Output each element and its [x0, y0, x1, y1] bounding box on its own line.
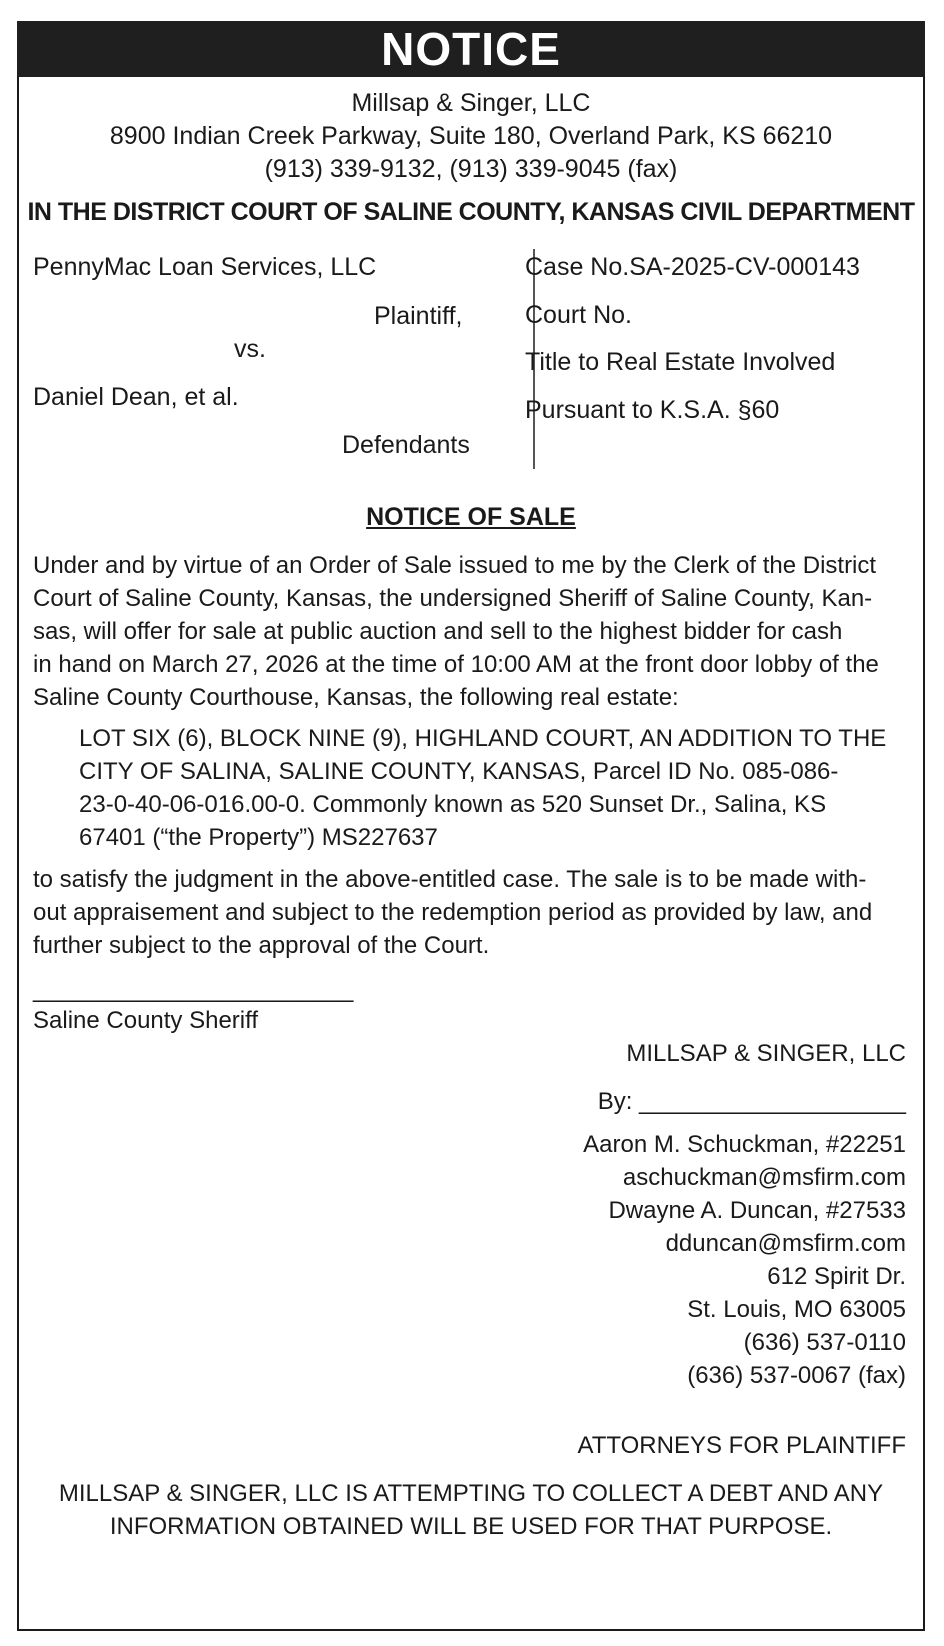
attorneys-for-plaintiff: ATTORNEYS FOR PLAINTIFF [577, 1432, 906, 1459]
attorney-city: St. Louis, MO 63005 [687, 1296, 906, 1323]
closing-line: to satisfy the judgment in the above-entitled case. The sale is to be made with- [33, 866, 867, 893]
attorney-fax: (636) 537-0067 (fax) [687, 1362, 906, 1389]
sheriff-label: Saline County Sheriff [33, 1007, 259, 1034]
signature-by-line: By: ____________________ [597, 1088, 906, 1115]
body-line: Court of Saline County, Kansas, the undersigned Sheriff of Saline County, Kan- [33, 585, 873, 612]
notice-of-sale-title: NOTICE OF SALE [366, 503, 576, 531]
defendant-name: Daniel Dean, et al. [33, 383, 239, 411]
body-line: Under and by virtue of an Order of Sale issued to me by the Clerk of the District [33, 552, 877, 579]
closing-line: out appraisement and subject to the redemption period as provided by law, and [33, 899, 873, 926]
attorney-email: aschuckman@msfirm.com [622, 1164, 906, 1191]
versus-label: vs. [234, 335, 266, 363]
court-heading: IN THE DISTRICT COURT OF SALINE COUNTY, KANSAS CIVIL DEPARTMENT [27, 198, 915, 226]
notice-banner: NOTICE [17, 21, 925, 77]
attorney-email: dduncan@msfirm.com [665, 1230, 906, 1257]
legal-line: CITY OF SALINA, SALINE COUNTY, KANSAS, Parcel ID No. 085-086- [79, 758, 839, 785]
firm-address: 8900 Indian Creek Parkway, Suite 180, Overland Park, KS 66210 [109, 122, 833, 150]
case-number: Case No.SA-2025-CV-000143 [525, 253, 860, 281]
attorney-phone: (636) 537-0110 [743, 1329, 906, 1356]
attorney-line: Aaron M. Schuckman, #22251 [583, 1131, 906, 1158]
body-line: Saline County Courthouse, Kansas, the following real estate: [33, 684, 679, 711]
notice-frame [17, 21, 925, 1631]
signature-firm: MILLSAP & SINGER, LLC [626, 1040, 906, 1067]
court-number: Court No. [525, 301, 632, 329]
disclaimer-line: INFORMATION OBTAINED WILL BE USED FOR THAT PURPOSE. [109, 1513, 833, 1540]
closing-line: further subject to the approval of the Court. [33, 932, 490, 959]
firm-name: Millsap & Singer, LLC [351, 89, 591, 117]
legal-line: 23-0-40-06-016.00-0. Commonly known as 520 Sunset Dr., Salina, KS [79, 791, 827, 818]
defendant-label: Defendants [342, 431, 470, 459]
disclaimer-line: MILLSAP & SINGER, LLC IS ATTEMPTING TO COLLECT A DEBT AND ANY [58, 1480, 884, 1507]
legal-line: 67401 (“the Property”) MS227637 [79, 824, 438, 851]
body-line: in hand on March 27, 2026 at the time of 10:00 AM at the front door lobby of the [33, 651, 879, 678]
title-to-real-estate: Title to Real Estate Involved [525, 348, 836, 376]
attorney-address: 612 Spirit Dr. [767, 1263, 906, 1290]
body-line: sas, will offer for sale at public auction and sell to the highest bidder for cash [33, 618, 843, 645]
legal-line: LOT SIX (6), BLOCK NINE (9), HIGHLAND COURT, AN ADDITION TO THE [79, 725, 887, 752]
attorney-line: Dwayne A. Duncan, #27533 [608, 1197, 906, 1224]
firm-phones: (913) 339-9132, (913) 339-9045 (fax) [264, 155, 678, 183]
plaintiff-label: Plaintiff, [374, 302, 463, 330]
plaintiff-name: PennyMac Loan Services, LLC [33, 253, 377, 281]
sheriff-signature-line: ________________________ [33, 976, 354, 1003]
pursuant-ksa: Pursuant to K.S.A. §60 [525, 396, 780, 424]
